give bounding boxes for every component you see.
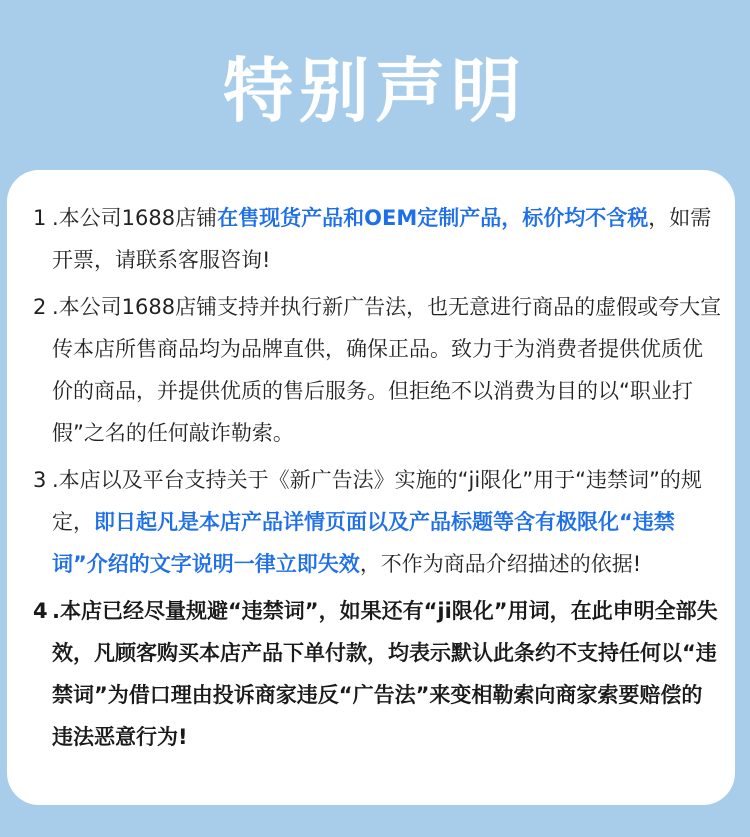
notice-item-4 [33,590,723,758]
page-title: 特别声明 [223,50,527,132]
item-text: ，不作为商品介绍描述的依据! [359,552,642,576]
notice-item-1 [33,197,723,281]
item-highlight: 在售现货产品和OEM定制产品，标价均不含税 [217,206,649,230]
item-text: .本店已经尽量规避“违禁词”，如果还有“ji限化”用词，在此申明全部失效，凡顾客购买本店产品下单付款，均表示默认此条约不支持任何以“违禁词”为借口理由投诉商家违反“广告法”来变相勒索向商家索要赔偿的违法恶意行为! [52,599,718,749]
item-number: 2 [33,295,47,319]
item-text: .本公司1688店铺支持并执行新广告法，也无意进行商品的虚假或夸大宣传本店所售商品均为品牌直供，确保正品。致力于为消费者提供优质优价的商品，并提供优质的售后服务。但拒绝不以消费为目的以“职业打假”之名的任何敲诈勒索。 [52,295,722,445]
item-text: .本店以及平台支持关于《新广告法》实施的“ji限化”用于“违禁词”的规定， [52,468,702,534]
item-highlight: 即日起凡是本店产品详情页面以及产品标题等含有极限化“违禁词”介绍的文字说明一律立即失效 [52,510,675,576]
item-number: 3 [33,468,47,492]
notice-list [33,197,723,763]
notice-card [7,170,735,805]
notice-item-3 [33,459,723,585]
item-text: ，如需开票，请联系客服咨询! [52,206,712,272]
notice-item-2 [33,286,723,454]
item-text: .本公司1688店铺 [52,206,218,230]
item-number: 4 [33,599,48,623]
item-number: 1 [33,206,47,230]
